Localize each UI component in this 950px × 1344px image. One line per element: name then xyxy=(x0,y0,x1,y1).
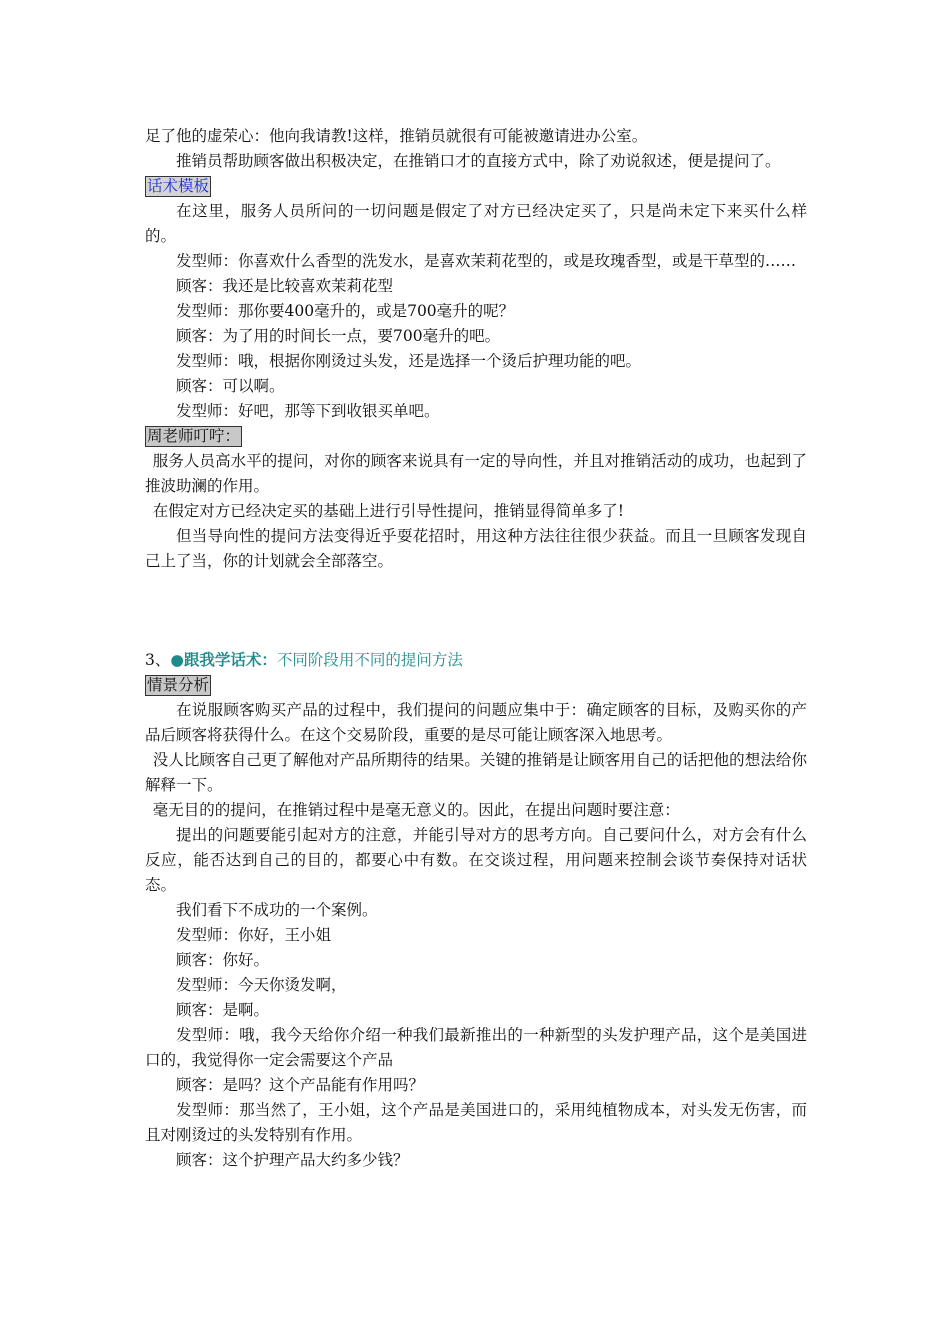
section-number: 3、 xyxy=(145,651,171,669)
dialogue-line: 顾客：是啊。 xyxy=(176,1001,270,1019)
document-page xyxy=(145,124,807,1173)
bullet-icon: ● xyxy=(170,650,184,669)
paragraph: 在说服顾客购买产品的过程中，我们提问的问题应集中于：确定顾客的目标，及购买你的产品后顾客将获得什么。在这个交易阶段，重要的是尽可能让顾客深入地思考。 xyxy=(145,701,807,744)
paragraph: 毫无目的的提问，在推销过程中是毫无意义的。因此，在提出问题时要注意： xyxy=(152,801,680,819)
dialogue-line: 顾客：我还是比较喜欢茉莉花型 xyxy=(176,277,394,295)
paragraph: 服务人员高水平的提问，对你的顾客来说具有一定的导向性，并且对推销活动的成功，也起到了推波助澜的作用。 xyxy=(145,452,807,495)
dialogue-line: 发型师：哦，根据你刚烫过头发，还是选择一个烫后护理功能的吧。 xyxy=(176,352,642,370)
paragraph: 但当导向性的提问方法变得近乎耍花招时，用这种方法往往很少获益。而且一旦顾客发现自己上了当，你的计划就会全部落空。 xyxy=(145,527,807,570)
dialogue-line: 发型师：那你要400毫升的，或是700毫升的呢？ xyxy=(176,302,515,320)
dialogue-line: 发型师：那当然了，王小姐，这个产品是美国进口的，采用纯植物成本，对头发无伤害，而且对刚烫过的头发特别有作用。 xyxy=(145,1101,807,1144)
dialogue-line: 顾客：这个护理产品大约多少钱？ xyxy=(176,1151,409,1169)
paragraph: 我们看下不成功的一个案例。 xyxy=(176,901,378,919)
section-heading-strong: 跟我学话术： xyxy=(183,650,277,669)
dialogue-line: 顾客：是吗？这个产品能有作用吗？ xyxy=(176,1076,425,1094)
paragraph: 在这里，服务人员所问的一切问题是假定了对方已经决定买了，只是尚未定下来买什么样的。 xyxy=(145,202,807,245)
section-tag: 周老师叮咛： xyxy=(147,427,241,445)
dialogue-line: 发型师：今天你烫发啊， xyxy=(176,976,347,994)
dialogue-line: 顾客：为了用的时间长一点，要700毫升的吧。 xyxy=(176,327,501,345)
dialogue-line: 发型师：哦，我今天给你介绍一种我们最新推出的一种新型的头发护理产品，这个是美国进口的，我觉得你一定会需要这个产品 xyxy=(145,1026,807,1069)
dialogue-line: 顾客：可以啊。 xyxy=(176,377,285,395)
dialogue-line: 发型师：你好，王小姐 xyxy=(176,926,332,944)
section-tag: 话术模板 xyxy=(147,177,210,195)
section-tag: 情景分析 xyxy=(147,676,210,694)
spacer xyxy=(145,574,807,647)
section-heading-sub: 不同阶段用不同的提问方法 xyxy=(276,651,463,669)
dialogue-line: 顾客：你好。 xyxy=(176,951,270,969)
section-heading xyxy=(145,647,807,673)
paragraph: 推销员帮助顾客做出积极决定，在推销口才的直接方式中，除了劝说叙述，便是提问了。 xyxy=(176,152,781,170)
paragraph: 在假定对方已经决定买的基础上进行引导性提问，推销显得简单多了! xyxy=(152,502,624,520)
paragraph: 没人比顾客自己更了解他对产品所期待的结果。关键的推销是让顾客用自己的话把他的想法给你解释一下。 xyxy=(145,751,807,794)
paragraph: 提出的问题要能引起对方的注意，并能引导对方的思考方向。自己要问什么，对方会有什么反应，能否达到自己的目的，都要心中有数。在交谈过程，用问题来控制会谈节奏保持对话状态。 xyxy=(145,826,807,894)
paragraph: 足了他的虚荣心：他向我请教!这样，推销员就很有可能被邀请进办公室。 xyxy=(145,127,648,145)
dialogue-line: 发型师：你喜欢什么香型的洗发水，是喜欢茉莉花型的，或是玫瑰香型，或是干草型的…… xyxy=(176,252,797,270)
dialogue-line: 发型师：好吧，那等下到收银买单吧。 xyxy=(176,402,440,420)
